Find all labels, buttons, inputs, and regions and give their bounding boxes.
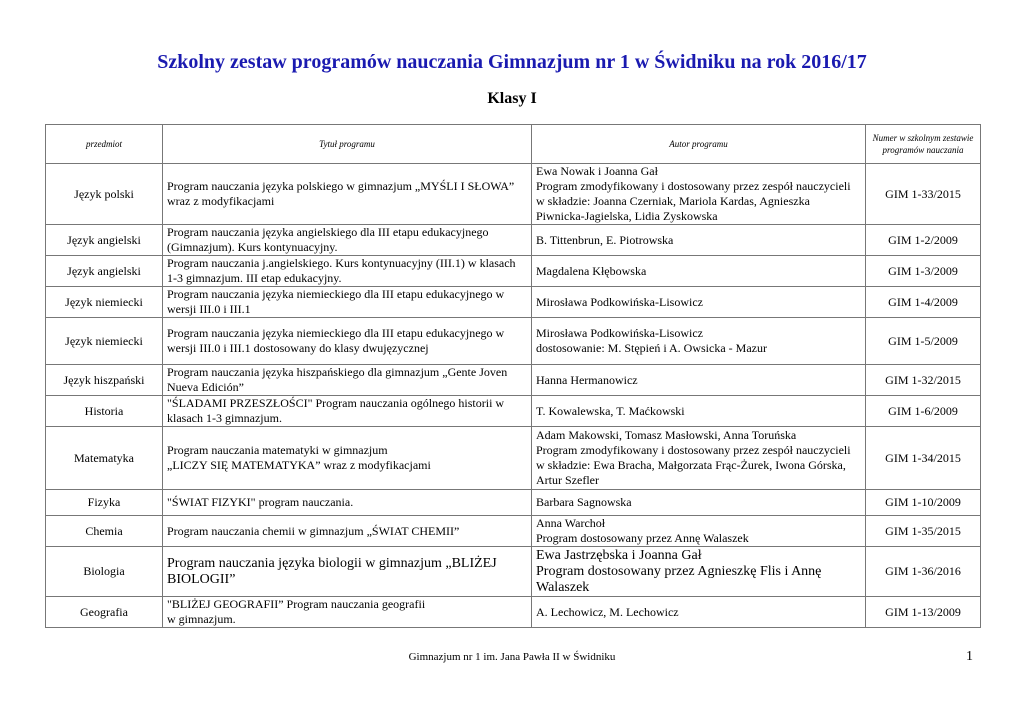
column-header-title: Tytuł programu [163,125,532,164]
table-row [46,287,981,318]
author-cell: Mirosława Podkowińska-Lisowicz [532,287,866,318]
program-number-cell: GIM 1-4/2009 [866,287,981,318]
program-number-cell: GIM 1-3/2009 [866,256,981,287]
table-row [46,490,981,516]
subject-cell: Biologia [46,547,163,597]
program-number-cell: GIM 1-36/2016 [866,547,981,597]
column-header-number: Numer w szkolnym zestawie programów nauczania [866,125,981,164]
subject-cell: Język angielski [46,256,163,287]
table-row [46,318,981,365]
subject-cell: Język angielski [46,225,163,256]
table-row [46,256,981,287]
subject-cell: Chemia [46,516,163,547]
program-number-cell: GIM 1-13/2009 [866,597,981,628]
programs-table [45,124,981,628]
subject-cell: Język hiszpański [46,365,163,396]
author-cell [532,318,866,365]
author-cell: Magdalena Kłębowska [532,256,866,287]
table-row [46,225,981,256]
program-title-cell: Program nauczania chemii w gimnazjum „ŚWIAT CHEMII” [163,516,532,547]
author-cell [532,427,866,490]
table-row [46,365,981,396]
document-title: Szkolny zestaw programów nauczania Gimnazjum nr 1 w Świdniku na rok 2016/17 [157,51,867,73]
table-row [46,164,981,225]
subject-cell: Język niemiecki [46,318,163,365]
document-subtitle: Klasy I [487,90,537,107]
table-row [46,516,981,547]
table-header-row [46,125,981,164]
page-footer: Gimnazjum nr 1 im. Jana Pawła II w Świdniku [408,651,616,663]
author-cell: T. Kowalewska, T. Maćkowski [532,396,866,427]
program-title-cell [163,427,532,490]
author-cell: Barbara Sagnowska [532,490,866,516]
program-title-cell: Program nauczania języka hiszpańskiego dla gimnazjum „Gente Joven Nueva Edición” [163,365,532,396]
author-line: Program zmodyfikowany i dostosowany przez zespół nauczycieli w składzie: Joanna Czerniak, Mariola Kardas, Agnieszka Piwnicka-Jagielska, Lidia Zyskowska [536,179,851,223]
subject-cell: Język niemiecki [46,287,163,318]
program-title-cell: Program nauczania j.angielskiego. Kurs kontynuacyjny (III.1) w klasach 1-3 gimnazjum. III etap edukacyjny. [163,256,532,287]
title-line: Program nauczania matematyki w gimnazjum [167,443,388,457]
author-line: dostosowanie: M. Stępień i A. Owsicka - Mazur [536,341,767,355]
subject-cell: Fizyka [46,490,163,516]
program-title-cell [163,597,532,628]
program-number-cell: GIM 1-2/2009 [866,225,981,256]
author-cell: A. Lechowicz, M. Lechowicz [532,597,866,628]
program-title-cell: Program nauczania języka niemieckiego dla III etapu edukacyjnego w wersji III.0 i III.1 dostosowany do klasy dwujęzycznej [163,318,532,365]
program-number-cell: GIM 1-33/2015 [866,164,981,225]
title-line: „LICZY SIĘ MATEMATYKA” wraz z modyfikacjami [167,458,431,472]
program-title-cell: "ŚLADAMI PRZESZŁOŚCI" Program nauczania ogólnego historii w klasach 1-3 gimnazjum. [163,396,532,427]
author-cell [532,164,866,225]
author-line: Ewa Nowak i Joanna Gał [536,164,658,178]
page-number: 1 [966,649,973,664]
author-cell: Hanna Hermanowicz [532,365,866,396]
title-line: w gimnazjum. [167,612,236,626]
author-line: Program dostosowany przez Agnieszkę Flis i Annę Walaszek [536,563,822,595]
program-number-cell: GIM 1-6/2009 [866,396,981,427]
author-line: Program dostosowany przez Annę Walaszek [536,531,749,545]
author-cell [532,516,866,547]
table-row [46,427,981,490]
table-row [46,597,981,628]
table-row [46,547,981,597]
program-number-cell: GIM 1-34/2015 [866,427,981,490]
author-cell: B. Tittenbrun, E. Piotrowska [532,225,866,256]
author-line: Mirosława Podkowińska-Lisowicz [536,326,703,340]
program-title-cell: Program nauczania języka biologii w gimnazjum „BLIŻEJ BIOLOGII” [163,547,532,597]
column-header-author: Autor programu [532,125,866,164]
subject-cell: Język polski [46,164,163,225]
program-title-cell: Program nauczania języka niemieckiego dla III etapu edukacyjnego w wersji III.0 i III.1 [163,287,532,318]
author-line: Anna Warchoł [536,516,606,530]
subject-cell: Geografia [46,597,163,628]
program-number-cell: GIM 1-32/2015 [866,365,981,396]
author-line: Adam Makowski, Tomasz Masłowski, Anna Toruńska [536,428,797,442]
subject-cell: Historia [46,396,163,427]
program-number-cell: GIM 1-10/2009 [866,490,981,516]
table-row [46,396,981,427]
author-cell [532,547,866,597]
column-header-subject: przedmiot [46,125,163,164]
program-title-cell: "ŚWIAT FIZYKI" program nauczania. [163,490,532,516]
author-line: Ewa Jastrzębska i Joanna Gał [536,547,702,563]
program-title-cell: Program nauczania języka polskiego w gimnazjum „MYŚLI I SŁOWA” wraz z modyfikacjami [163,164,532,225]
program-number-cell: GIM 1-35/2015 [866,516,981,547]
title-line: "BLIŻEJ GEOGRAFII” Program nauczania geografii [167,597,426,611]
author-line: Program zmodyfikowany i dostosowany przez zespół nauczycieli w składzie: Ewa Bracha, Małgorzata Frąc-Żurek, Iwona Górska, Artur Szefler [536,443,851,487]
program-number-cell: GIM 1-5/2009 [866,318,981,365]
subject-cell: Matematyka [46,427,163,490]
program-title-cell: Program nauczania języka angielskiego dla III etapu edukacyjnego (Gimnazjum). Kurs kontynuacyjny. [163,225,532,256]
